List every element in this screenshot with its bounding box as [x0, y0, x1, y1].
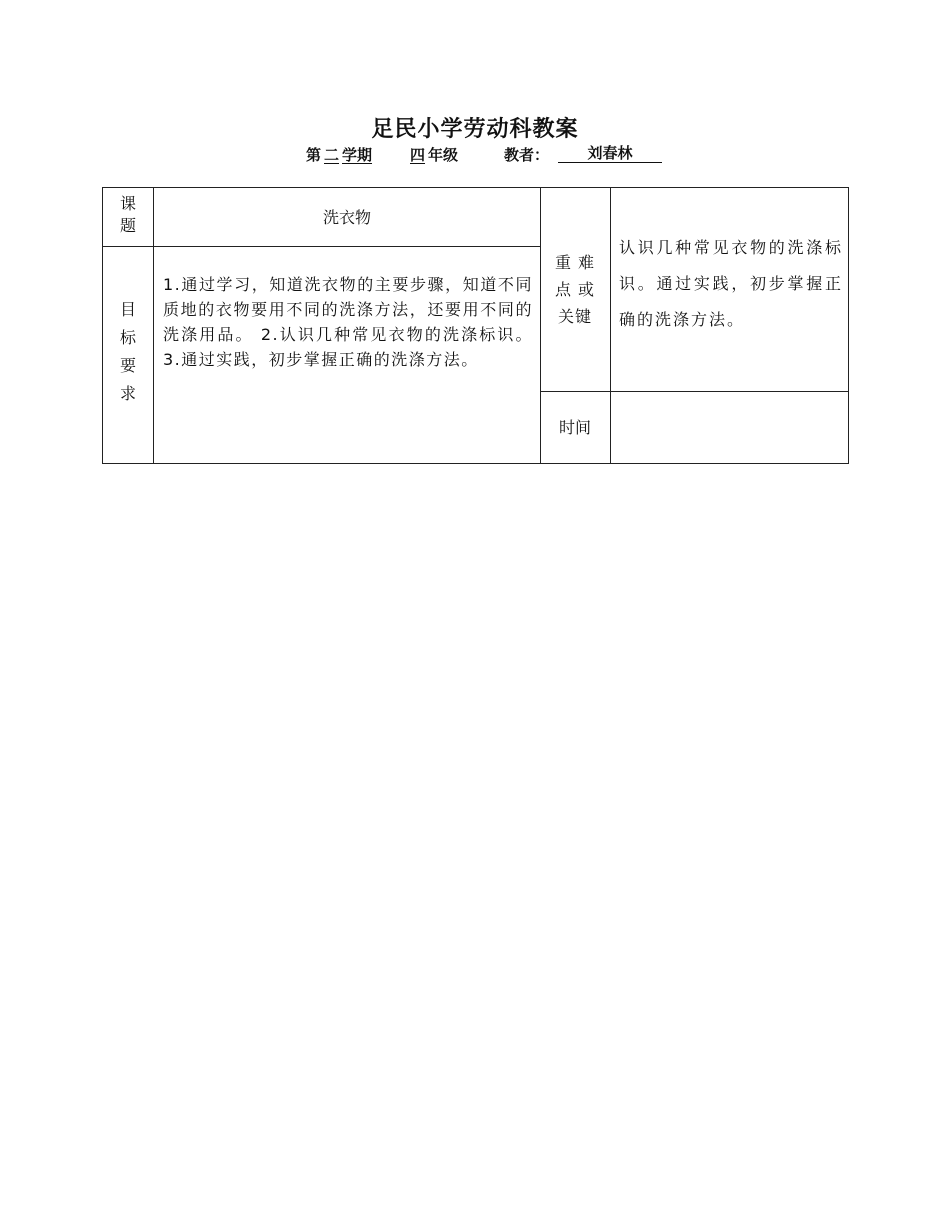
semester-suffix: 学期 [342, 146, 373, 164]
goals-label [103, 296, 153, 408]
grade-suffix: 年级 [428, 146, 459, 164]
divider-h-left [103, 246, 540, 247]
time-label: 时间 [558, 418, 591, 437]
topic-label [103, 193, 153, 237]
key-points-label [540, 249, 610, 330]
key-label-line2: 点 或 [554, 280, 596, 299]
key-label-line1: 重 难 [554, 253, 596, 272]
semester-prefix: 第 [306, 146, 322, 164]
divider-h-right [540, 391, 849, 392]
lesson-plan-table [102, 187, 849, 464]
semester-value: 二 [324, 146, 340, 164]
teacher-name: 刘春林 [558, 144, 662, 163]
topic-label-line2: 题 [119, 216, 136, 235]
grade-value: 四 [410, 146, 426, 164]
goals-label-char: 要 [119, 356, 136, 375]
key-points-text: 认识几种常见衣物的洗涤标识。通过实践，初步掌握正确的洗涤方法。 [619, 238, 843, 329]
goals-text: 1.通过学习，知道洗衣物的主要步骤，知道不同质地的衣物要用不同的洗涤方法，还要用不同的洗涤用品。 2.认识几种常见衣物的洗涤标识。 3.通过实践，初步掌握正确的洗涤方法。 [163, 275, 533, 369]
topic-value: 洗衣物 [322, 208, 371, 227]
teacher-label: 教者： [504, 146, 550, 164]
topic-label-line1: 课 [119, 194, 136, 213]
goals-label-char: 求 [119, 384, 136, 403]
goals-label-char: 标 [119, 328, 136, 347]
goals-label-char: 目 [119, 300, 136, 319]
key-label-line3: 关键 [557, 307, 592, 326]
document-title: 足民小学劳动科教案 [371, 116, 579, 142]
divider-v3 [610, 188, 611, 464]
